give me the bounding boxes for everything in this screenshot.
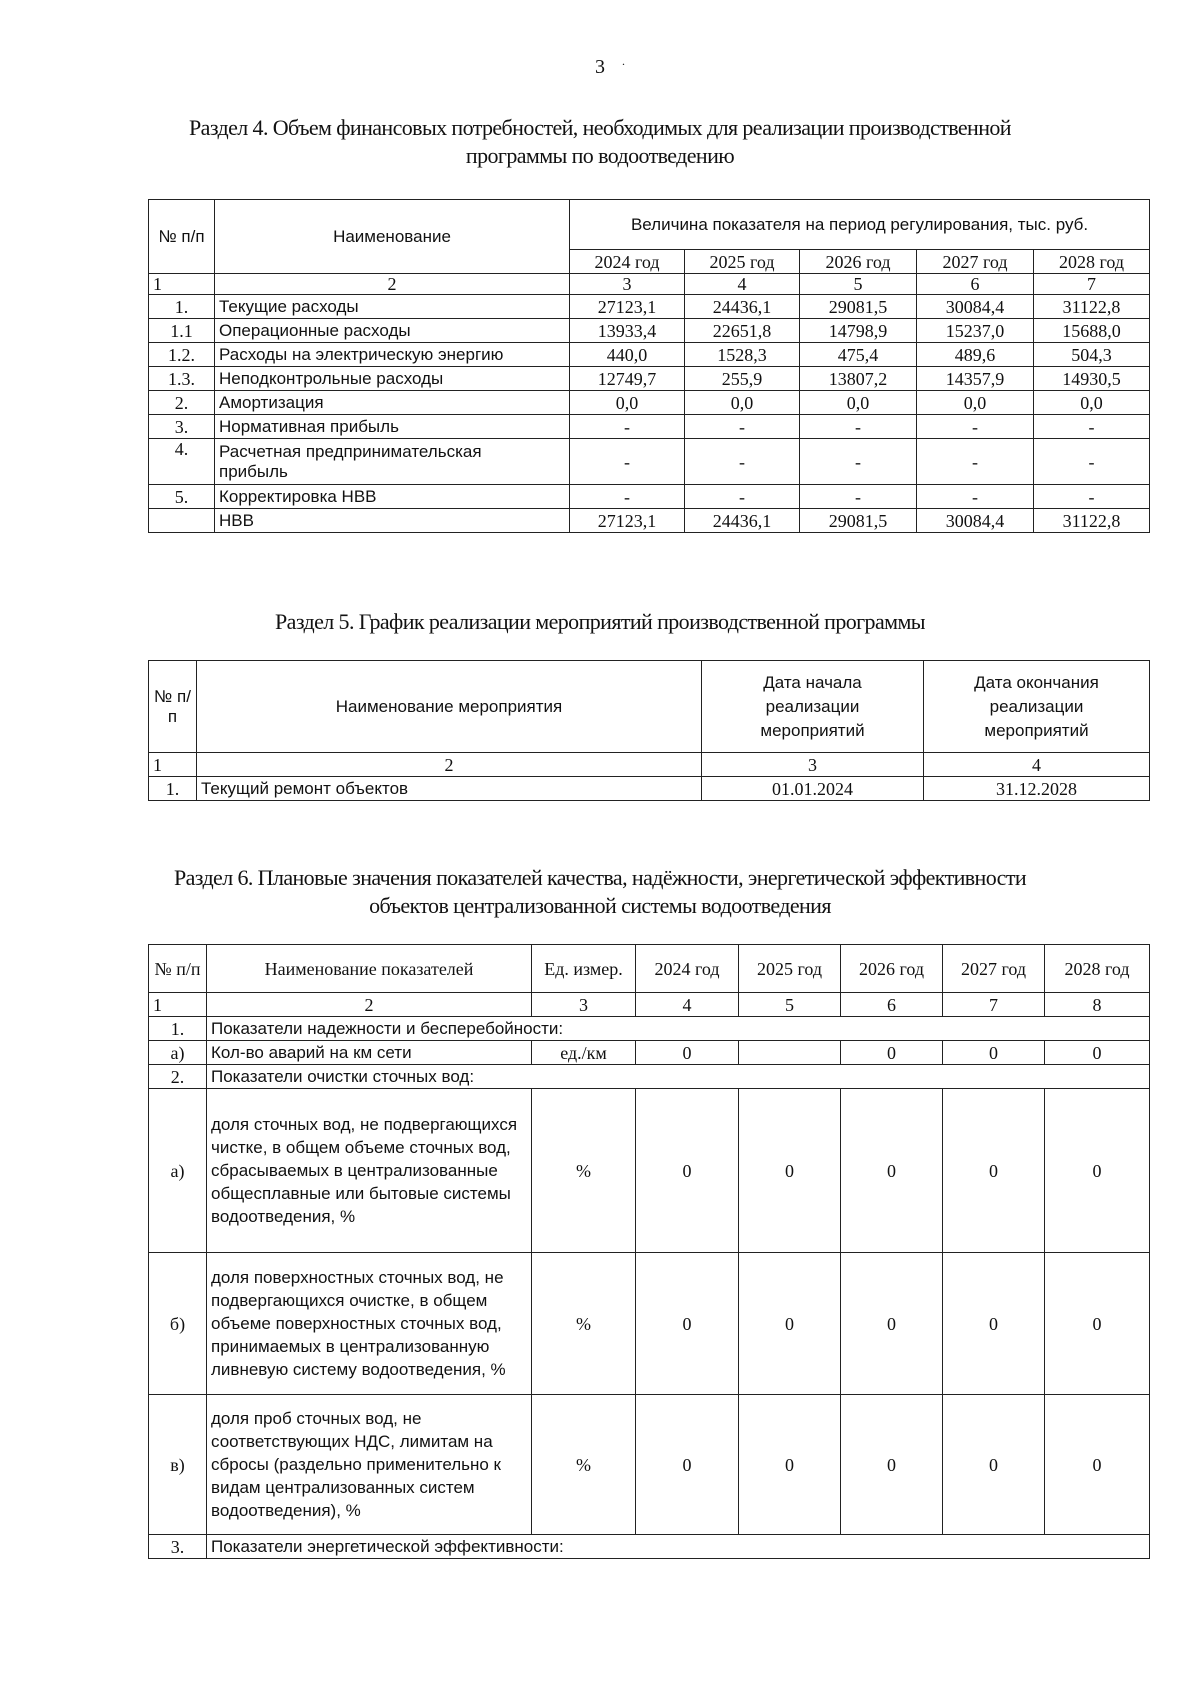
header-year: 2025 год [685,250,800,274]
row-value: 0 [636,1041,739,1065]
group-title: Показатели очистки сточных вод: [207,1065,1150,1089]
row-value: - [917,415,1034,439]
group-num: 2. [149,1065,207,1089]
row-value: 27123,1 [570,295,685,319]
row-value: 0 [636,1089,739,1253]
row-value: 0,0 [685,391,800,415]
row-name: Операционные расходы [215,319,570,343]
row-value: - [685,485,800,509]
header-year: 2028 год [1034,250,1150,274]
row-value: 14798,9 [800,319,917,343]
row-value: 0 [943,1253,1045,1395]
header-end-date: Дата окончания реализации мероприятий [924,661,1150,753]
row-name: доля сточных вод, не подвергающихся чистке, в общем объеме сточных вод, сбрасываемых в централизованные общесплавные или бытовые системы водоотведения, % [207,1089,532,1253]
row-num: 1.3. [149,367,215,391]
row-value: 0 [943,1089,1045,1253]
index-row [149,274,1150,295]
index-cell: 7 [1034,274,1150,295]
index-cell: 1 [149,753,197,777]
row-num: 1. [149,777,197,801]
row-num: 1.1 [149,319,215,343]
row-start-date: 01.01.2024 [702,777,924,801]
index-row [149,753,1150,777]
row-value: 0,0 [570,391,685,415]
header-year: 2024 год [570,250,685,274]
row-unit: ед./км [532,1041,636,1065]
row-name: Нормативная прибыль [215,415,570,439]
table-row [149,1253,1150,1395]
row-value: 0,0 [917,391,1034,415]
table-row [149,343,1150,367]
row-value: 0 [1045,1395,1150,1535]
row-value: 440,0 [570,343,685,367]
header-year: 2027 год [943,945,1045,993]
row-num: б) [149,1253,207,1395]
row-value: 0 [739,1253,841,1395]
table-row [149,415,1150,439]
row-value: 0 [841,1041,943,1065]
row-value: - [917,439,1034,485]
group-title: Показатели энергетической эффективности: [207,1535,1150,1559]
row-value: 0,0 [800,391,917,415]
row-value: 504,3 [1034,343,1150,367]
table-row [149,295,1150,319]
row-name: Расчетная предпринимательская прибыль [215,439,570,485]
index-cell: 1 [149,993,207,1017]
index-cell: 5 [800,274,917,295]
row-value: 0 [841,1253,943,1395]
group-row [149,1535,1150,1559]
row-value: 0 [1045,1253,1150,1395]
row-value: 0 [943,1041,1045,1065]
index-cell: 3 [570,274,685,295]
index-cell: 6 [917,274,1034,295]
index-cell: 5 [739,993,841,1017]
row-name: Амортизация [215,391,570,415]
row-value: - [1034,485,1150,509]
row-value: 0,0 [1034,391,1150,415]
row-num: а) [149,1089,207,1253]
row-value: - [800,415,917,439]
header-year: 2026 год [800,250,917,274]
index-cell: 2 [197,753,702,777]
header-year: 2028 год [1045,945,1150,993]
table-row [149,1041,1150,1065]
index-cell: 2 [215,274,570,295]
index-cell: 3 [532,993,636,1017]
row-name: доля поверхностных сточных вод, не подвергающихся очистке, в общем объеме поверхностных сточных вод, принимаемых в централизованную ливневую систему водоотведения, % [207,1253,532,1395]
header-num: № п/п [149,945,207,993]
section4-title-line2: программы по водоотведению [465,143,735,168]
row-value: - [570,485,685,509]
group-row [149,1017,1150,1041]
row-value: 255,9 [685,367,800,391]
header-start-date: Дата начала реализации мероприятий [702,661,924,753]
index-cell: 7 [943,993,1045,1017]
group-num: 1. [149,1017,207,1041]
row-name: Кол-во аварий на км сети [207,1041,532,1065]
row-value: 15237,0 [917,319,1034,343]
section5-table [148,660,1150,801]
index-row [149,993,1150,1017]
header-period: Величина показателя на период регулирования, тыс. руб. [570,200,1150,250]
row-value: 0 [841,1089,943,1253]
row-value: 0 [636,1253,739,1395]
row-value: - [917,485,1034,509]
table-row [149,391,1150,415]
row-value: 0 [1045,1041,1150,1065]
page-number-text: 3 [595,56,605,78]
header-year: 2025 год [739,945,841,993]
row-name: доля проб сточных вод, не соответствующих НДС, лимитам на сбросы (раздельно применительно к видам централизованных систем водоотведения), % [207,1395,532,1535]
row-num: 3. [149,415,215,439]
row-value: 0 [1045,1089,1150,1253]
row-num: 4. [149,439,215,485]
row-value: 30084,4 [917,295,1034,319]
row-num: 1.2. [149,343,215,367]
row-name: Корректировка НВВ [215,485,570,509]
row-value: 0 [739,1089,841,1253]
index-cell: 8 [1045,993,1150,1017]
row-value: 24436,1 [685,295,800,319]
header-unit: Ед. измер. [532,945,636,993]
page-number [0,56,1200,79]
row-value: 0 [739,1395,841,1535]
row-num: 5. [149,485,215,509]
row-value: - [800,485,917,509]
row-value: - [685,439,800,485]
group-title: Показатели надежности и бесперебойности: [207,1017,1150,1041]
index-cell: 6 [841,993,943,1017]
row-unit: % [532,1089,636,1253]
table-row [149,439,1150,485]
group-row [149,1065,1150,1089]
index-cell: 1 [149,274,215,295]
row-name: Текущие расходы [215,295,570,319]
table-row [149,485,1150,509]
row-value: 1528,3 [685,343,800,367]
row-value: 29081,5 [800,295,917,319]
row-value: 14357,9 [917,367,1034,391]
row-name: Неподконтрольные расходы [215,367,570,391]
index-cell: 4 [685,274,800,295]
row-value: 0 [636,1395,739,1535]
page-mark: . [622,54,625,68]
row-unit: % [532,1395,636,1535]
row-value: 13933,4 [570,319,685,343]
section4-title [0,114,1200,170]
row-value: 31122,8 [1034,295,1150,319]
section6-title-line1: Раздел 6. Плановые значения показателей качества, надёжности, энергетической эффективности [173,865,1027,890]
table-row-total [149,509,1150,533]
row-value: - [1034,439,1150,485]
row-num [149,509,215,533]
index-cell: 3 [702,753,924,777]
section6-title-line2: объектов централизованной системы водоотведения [369,893,831,918]
group-num: 3. [149,1535,207,1559]
header-name: Наименование показателей [207,945,532,993]
row-num: 2. [149,391,215,415]
row-value: 13807,2 [800,367,917,391]
row-value: 27123,1 [570,509,685,533]
row-value: 15688,0 [1034,319,1150,343]
row-num: в) [149,1395,207,1535]
header-name: Наименование мероприятия [197,661,702,753]
section5-title: Раздел 5. График реализации мероприятий производственной программы [275,609,925,634]
row-value: 30084,4 [917,509,1034,533]
row-value: - [685,415,800,439]
table-row [149,319,1150,343]
row-value: 475,4 [800,343,917,367]
section4-title-line1: Раздел 4. Объем финансовых потребностей, необходимых для реализации производственной [189,115,1011,140]
row-value: 31122,8 [1034,509,1150,533]
row-value [739,1041,841,1065]
section4-table [148,199,1150,533]
row-name: Текущий ремонт объектов [197,777,702,801]
section6-table [148,944,1150,1559]
table-row [149,1089,1150,1253]
header-num: № п/п [149,661,197,753]
row-value: 22651,8 [685,319,800,343]
section6-title [0,864,1200,920]
header-year: 2024 год [636,945,739,993]
row-value: 29081,5 [800,509,917,533]
row-value: 0 [943,1395,1045,1535]
index-cell: 4 [924,753,1150,777]
row-name: НВВ [215,509,570,533]
header-year: 2026 год [841,945,943,993]
row-value: - [1034,415,1150,439]
table-row [149,777,1150,801]
row-value: - [570,415,685,439]
row-value: 14930,5 [1034,367,1150,391]
index-cell: 2 [207,993,532,1017]
row-name: Расходы на электрическую энергию [215,343,570,367]
row-num: а) [149,1041,207,1065]
row-value: - [800,439,917,485]
index-cell: 4 [636,993,739,1017]
row-unit: % [532,1253,636,1395]
row-value: 0 [841,1395,943,1535]
table-row [149,367,1150,391]
row-num: 1. [149,295,215,319]
table-row [149,1395,1150,1535]
row-value: - [570,439,685,485]
header-name: Наименование [215,200,570,274]
header-year: 2027 год [917,250,1034,274]
row-value: 489,6 [917,343,1034,367]
row-value: 24436,1 [685,509,800,533]
row-value: 12749,7 [570,367,685,391]
header-num: № п/п [149,200,215,274]
row-end-date: 31.12.2028 [924,777,1150,801]
